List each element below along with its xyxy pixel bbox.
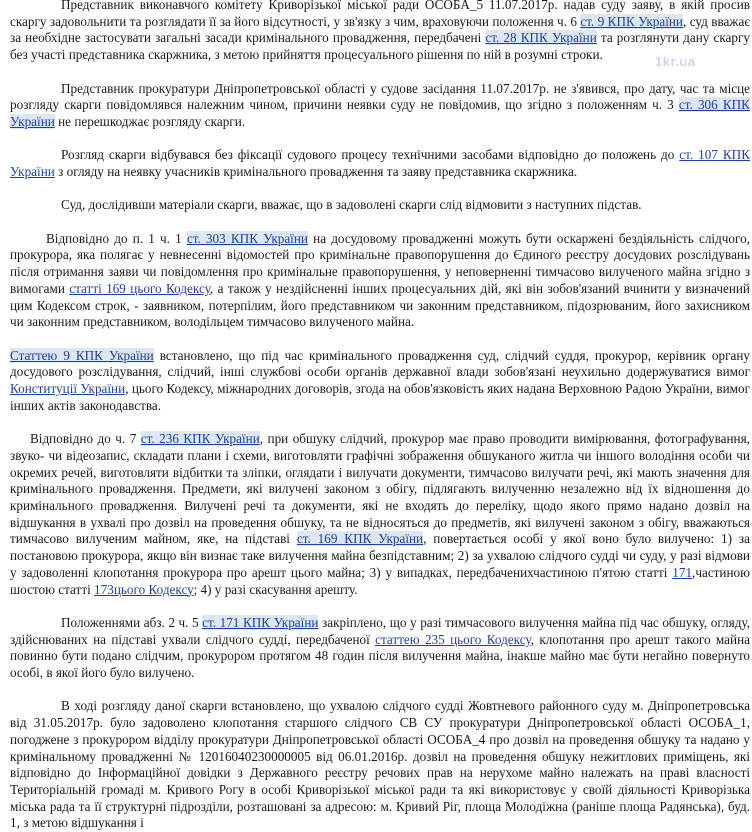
law-reference-link[interactable]: ст. 306 КПК України: [10, 97, 750, 129]
law-reference-link[interactable]: статтею 235 цього Кодексу: [375, 631, 531, 647]
paragraph-text: встановлено, що під час кримінального провадження суд, слідчий суддя, прокурор, керівник органу досудового розслідування, слідчий, інші службові особи органів державної влади зобов'язані неухильно додержуватися вимог: [10, 347, 750, 380]
paragraph-text: , клопотання про арешт такого майна повинно бути подано слідчим, прокурором протягом 48 годин після вилучення майна, інакше майно має бути негайно повернуто особі, в якої його було вилучено.: [10, 631, 750, 681]
paragraph-text: ,частиною шостою статті: [10, 564, 750, 597]
paragraph-text: Відповідно до п. 1 ч. 1: [46, 230, 187, 246]
paragraph-text: В ході розгляду даної скарги встановлено, що ухвалою слідчого судді Жовтневого районного суду м. Дніпропетровська від 31.05.2017р. було задоволено клопотання старшого слідчого СВ СУ прокуратури Дніпропетровської області ОСОБА_1, погоджене з прокурором відділу прокуратури Дніпропетровської області ОСОБА_4 про дозвіл на проведення обшуку та надано у кримінальному провадженні № 12016040230000005 від 06.01.2016р. дозвіл на проведення обшуку нежитлових приміщень, які відповідно до Інформаційної довідки з Державного реєстру речових прав на нерухоме майно належать на праві власності Територіальній громаді м. Кривого Рогу в особі Криворізької міської ради та які використовує у своїй діяльності Криворізька міська рада та її структурні підрозділи, розташовані за адресою: м. Кривий Ріг, площа Молодіжна (раніше площа Радянська), буд. 1, з метою відшукання і: [10, 698, 750, 831]
paragraph: [10, 431, 750, 598]
law-reference-link[interactable]: Конституції України: [10, 381, 126, 397]
paragraph-text: не перешкоджає розгляду скарги.: [54, 113, 246, 129]
paragraph-text: та розглянути дану скаргу без участі представника скаржника, з метою прийняття процесуального рішення по ній в розумні строки.: [10, 30, 750, 63]
law-reference-link[interactable]: Статтею 9 КПК України: [10, 347, 154, 363]
paragraph-text: Відповідно до ч. 7: [30, 431, 141, 447]
paragraph-text: Представник прокуратури Дніпропетровської області у судове засідання 11.07.2017р. не з'явився, про дату, час та місце розгляду скарги повідомлявся належним чином, причини неявки суду не повідомив, що згідно з положенням ч. 3: [10, 80, 750, 113]
paragraph-text: закріплено, що у разі тимчасового вилучення майна під час обшуку, огляду, здійснюваних на підставі ухвали слідчого судді, передбаченої: [10, 614, 750, 647]
law-reference-link[interactable]: ст. 169 КПК України: [296, 531, 424, 547]
paragraph: [10, 231, 750, 331]
law-reference-link[interactable]: ст. 9 КПК України: [580, 13, 683, 29]
law-reference-link[interactable]: ст. 28 КПК України: [485, 30, 597, 46]
paragraph: [10, 197, 750, 214]
paragraph-text: на досудовому провадженні можуть бути оскаржені бездіяльність слідчого, прокурора, яка полягає у невнесенні відомостей про кримінальне правопорушення до Єдиного реєстру досудових розслідувань після отримання заяви чи повідомлення про кримінальне правопорушення, у неповерненні тимчасово вилученого майна згідно з вимогами: [10, 230, 750, 296]
paragraph: [10, 698, 750, 832]
paragraph-text: , суд вважає за необхідне застосувати загальні засади кримінального провадження, передбачені: [10, 13, 750, 46]
law-reference-link[interactable]: ст. 236 КПК України: [140, 431, 260, 447]
law-reference-link[interactable]: статті 169 цього Кодексу: [69, 280, 210, 296]
paragraph-text: , повертається особі у якої воно було вилучено: 1) за постановою прокурора, якщо він визнає таке вилучення майна безпідставним; 2) за ухвалою слідчого судді чи суду, у разі відмови у задоволенні клопотання прокурора про арешт цього майна; 3) у випадках, передбаченихчастиною п'ятою статті: [10, 531, 750, 580]
paragraph: [10, 147, 750, 180]
paragraph-text: Суд, дослідивши матеріали скарги, вважає, що в задоволені скарги слід відмовити з наступних підстав.: [61, 197, 642, 213]
paragraph-text: Розгляд скарги відбувався без фіксації судового процесу технічними засобами відповідно до положень до: [61, 147, 680, 163]
paragraph: [10, 615, 750, 682]
law-reference-link[interactable]: ст. 171 КПК України: [202, 614, 319, 630]
paragraph: [10, 81, 750, 131]
paragraph-text: , а також у нездійсненні інших процесуальних дій, які він зобов'язаний вчинити у визначений цим Кодексом строк, - заявником, потерпілим, його представником чи законним представником, підозрюваним, його захисником чи законним представником, володільцем тимчасово вилученого майна.: [10, 280, 750, 330]
document-body: [10, 0, 750, 832]
paragraph-text: Представник виконавчого комітету Криворізької міської ради ОСОБА_5 11.07.2017р. надав суду заяву, в якій просив скаргу задовольнити та розглядати її за його відсутності, у зв'язку з чим, враховуючи положення ч. 6: [10, 0, 750, 29]
watermark: 1kr.ua: [655, 54, 696, 69]
law-reference-link[interactable]: ст. 107 КПК України: [10, 147, 750, 179]
law-reference-link[interactable]: 171: [672, 564, 693, 580]
paragraph: [10, 0, 750, 64]
paragraph-text: з огляду на неявку учасників кримінального провадження та заяву представника скаржника.: [54, 164, 578, 179]
law-reference-link[interactable]: ст. 303 КПК України: [186, 230, 308, 246]
paragraph-text: , цього Кодексу, міжнародних договорів, згода на обов'язковість яких надана Верховною Радою України, вимог інших актів законодавства.: [10, 381, 750, 413]
paragraph: [10, 348, 750, 415]
paragraph-text: ; 4) у разі скасування арешту.: [193, 581, 358, 597]
paragraph-text: Положеннями абз. 2 ч. 5: [61, 614, 203, 630]
law-reference-link[interactable]: 173цього Кодексу: [94, 581, 194, 597]
paragraph-text: , при обшуку слідчий, прокурор має право проводити вимірювання, фотографування, звуко- чи відеозапис, складати плани і схеми, виготовляти графічні зображення обшуканого житла чи іншого володіння особи чи окремих речей, виготовляти відбитки та зліпки, оглядати і вилучати документи, тимчасово вилучати речі, які мають значення для кримінального провадження. Предмети, які вилучені законом з обігу, підлягають вилученню незалежно від їх відношення до кримінального провадження. Вилучені речі та документи, які не входять до переліку, щодо якого прямо надано дозвіл на відшукання в ухвалі про дозвіл на проведення обшуку, та не відносяться до предметів, які вилучені законом з обігу, вважаються тимчасово вилученим майном, яке, на підставі: [10, 431, 750, 547]
